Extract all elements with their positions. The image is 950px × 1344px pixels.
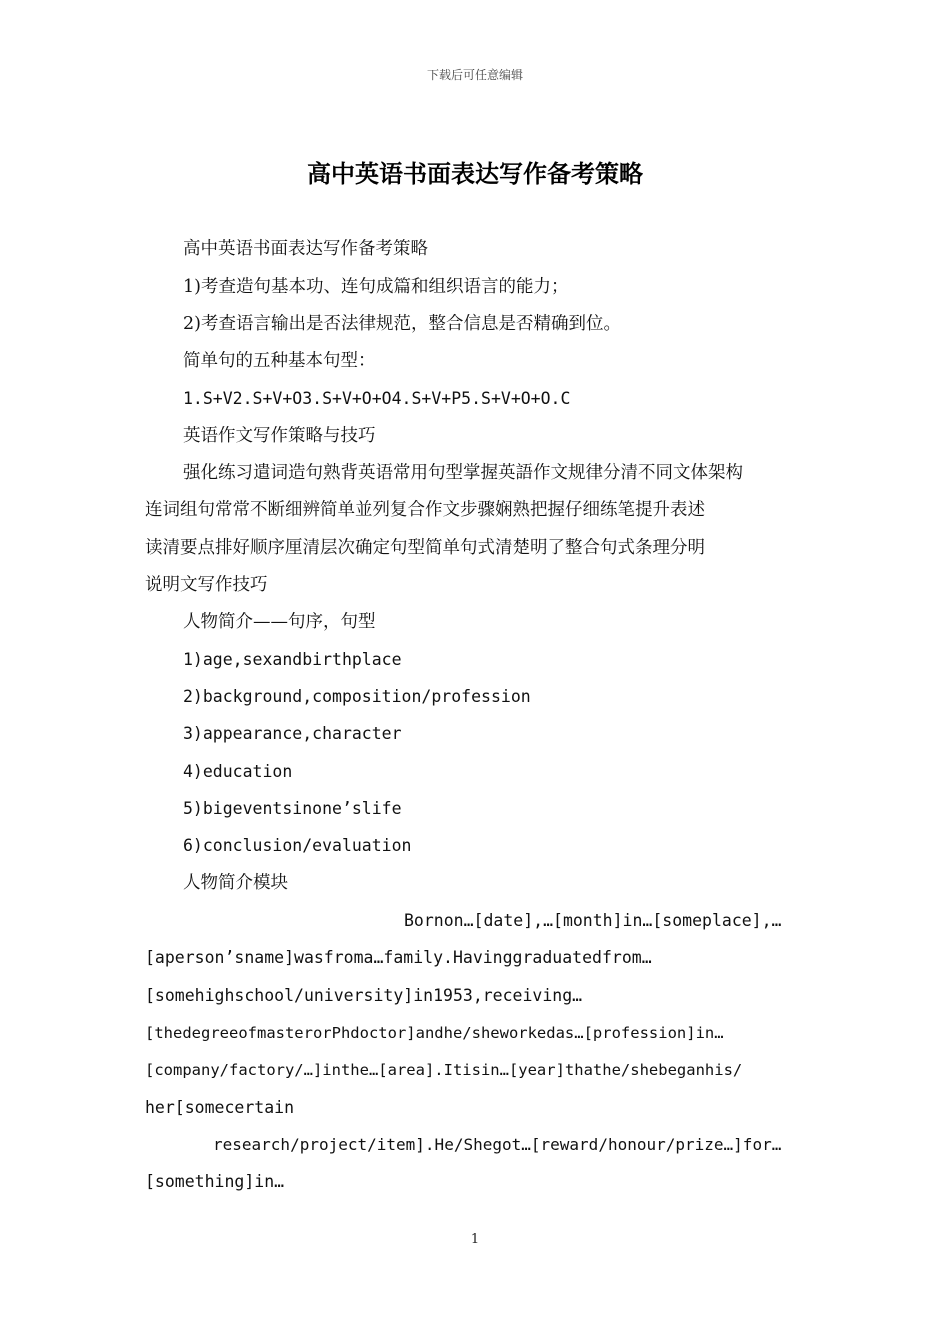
paragraph-line: 简单句的五种基本句型： [183,351,376,371]
header-note: 下载后可任意编辑 [426,68,523,82]
template-line: [somehighschool/university]in1953,receiving… [145,986,583,1005]
template-line: her[somecertain [145,1098,295,1117]
paragraph-line: 4)education [183,762,293,781]
paragraph-line: 强化练习遣词造句熟背英语常用句型掌握英語作文规律分清不同文体架构 [183,463,743,483]
template-line: research/project/item].He/Shegot…[reward/honour/prize…]for… [213,1135,782,1154]
paragraph-line: 读清要点排好顺序厘清层次确定句型简单句式清楚明了整合句式条理分明 [145,538,705,558]
paragraph-line: 连词组句常常不断细辨简单並列复合作文步骤娴熟把握仔细练笔提升表述 [145,500,705,520]
paragraph-line: 高中英语书面表达写作备考策略 [183,239,428,259]
template-line: [thedegreeofmasterorPhdoctor]andhe/sheworkedas…[profession]in… [145,1024,724,1042]
template-line: [aperson’sname]wasfroma…family.Havinggraduatedfrom… [145,948,652,967]
paragraph-line: 人物简介——句序，句型 [183,612,376,632]
page-title: 高中英语书面表达写作备考策略 [307,160,643,188]
paragraph-line: 6)conclusion/evaluation [183,836,412,855]
template-line: [something]in… [145,1172,285,1191]
paragraph-line: 英语作文写作策略与技巧 [183,426,376,446]
paragraph-line: 1)考查造句基本功、连句成篇和组织语言的能力； [183,277,569,297]
paragraph-line: 说明文写作技巧 [145,575,268,595]
paragraph-line: 1)age,sexandbirthplace [183,650,402,669]
paragraph-line: 2)background,composition/profession [183,687,531,706]
template-line: Bornon…[date],…[month]in…[someplace],… [404,911,782,930]
page-number: 1 [470,1232,480,1247]
paragraph-line: 1.S+V2.S+V+O3.S+V+O+O4.S+V+P5.S+V+O+O.C [183,389,571,408]
paragraph-line: 人物简介模块 [183,873,288,893]
paragraph-line: 2)考查语言输出是否法律规范，整合信息是否精确到位。 [183,314,621,334]
template-line: [company/factory/…]inthe…[area].Itisin…[year]thathe/shebeganhis/ [145,1061,743,1079]
paragraph-line: 3)appearance,character [183,724,402,743]
paragraph-line: 5)bigeventsinone’slife [183,799,402,818]
